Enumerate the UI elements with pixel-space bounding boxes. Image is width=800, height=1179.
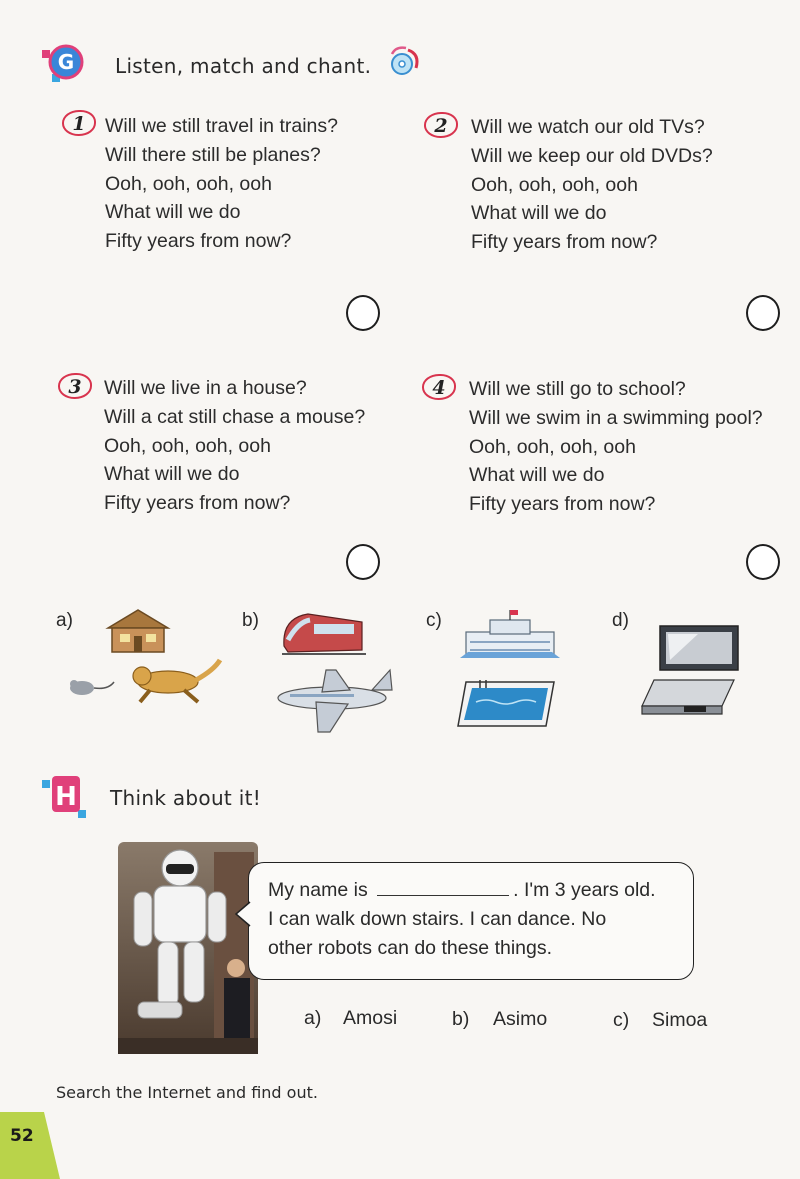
verse-4 [469, 375, 763, 519]
speech-text [268, 876, 656, 963]
speech-line1-before: My name is [268, 879, 368, 901]
section-g-title: Listen, match and chant. [115, 54, 372, 78]
option-a-label: a) [56, 610, 73, 631]
option-b-label: b) [242, 610, 259, 631]
section-g-badge-icon [40, 40, 86, 86]
swimming-pool-icon [456, 676, 556, 730]
answer-circle-4[interactable] [746, 544, 780, 580]
svg-text:G: G [57, 50, 75, 74]
cd-audio-icon [386, 44, 422, 78]
tv-icon [658, 624, 740, 672]
answer-circle-3[interactable] [346, 544, 380, 580]
train-icon [278, 608, 368, 656]
answer-b-text[interactable]: Asimo [493, 1008, 548, 1030]
verse-line: Fifty years from now? [105, 230, 292, 253]
verse-line: Will we live in a house? [104, 377, 307, 399]
section-h-title: Think about it! [110, 786, 262, 810]
verse-line: What will we do [469, 464, 605, 487]
verse-3 [104, 374, 365, 518]
verse-1-number: 1 [62, 110, 96, 136]
dvd-player-icon [640, 676, 736, 716]
verse-line: Will there still be planes? [105, 143, 321, 166]
verse-line: Ooh, ooh, ooh, ooh [471, 173, 638, 196]
speech-line1-after: . I'm 3 years old. [513, 879, 656, 901]
speech-line3: other robots can do these things. [268, 937, 553, 959]
footer-note: Search the Internet and find out. [56, 1083, 318, 1102]
school-icon [460, 610, 560, 660]
svg-text:H: H [55, 782, 77, 812]
verse-4-number: 4 [422, 374, 456, 400]
verse-2 [471, 113, 713, 257]
page-number: 52 [10, 1126, 34, 1146]
verse-line: Will we swim in a swimming pool? [469, 406, 763, 429]
option-d-label: d) [612, 610, 629, 631]
verse-line: Will a cat still chase a mouse? [104, 405, 366, 428]
verse-line: Ooh, ooh, ooh, ooh [469, 435, 636, 458]
answer-b-label: b) [452, 1008, 470, 1030]
robot-photo [118, 842, 258, 1054]
verse-line: Will we keep our old DVDs? [471, 144, 713, 167]
verse-2-number: 2 [424, 112, 458, 138]
answer-a-text[interactable]: Amosi [343, 1007, 398, 1029]
cat-chasing-mouse-icon [64, 652, 224, 708]
option-c-label: c) [426, 610, 442, 631]
house-icon [102, 606, 174, 654]
verse-line: Will we still travel in trains? [105, 115, 338, 137]
verse-line: Fifty years from now? [104, 492, 291, 515]
verse-3-number: 3 [58, 373, 92, 399]
verse-line: What will we do [471, 202, 607, 225]
answer-circle-1[interactable] [346, 295, 380, 331]
verse-line: Will we watch our old TVs? [471, 116, 705, 138]
verse-line: What will we do [104, 463, 240, 486]
section-h-badge-icon [40, 774, 90, 824]
verse-line: Will we still go to school? [469, 378, 686, 400]
verse-line: Fifty years from now? [469, 493, 656, 516]
answer-c-label: c) [613, 1009, 630, 1031]
verse-line: Fifty years from now? [471, 231, 658, 254]
verse-line: What will we do [105, 201, 241, 224]
speech-line2: I can walk down stairs. I can dance. No [268, 908, 607, 930]
verse-line: Ooh, ooh, ooh, ooh [104, 434, 271, 457]
name-blank-field[interactable] [377, 879, 509, 896]
answer-a-label: a) [304, 1007, 322, 1029]
verse-line: Ooh, ooh, ooh, ooh [105, 172, 272, 195]
speech-bubble-tail [234, 900, 254, 930]
airplane-icon [272, 660, 394, 736]
answer-c-text[interactable]: Simoa [652, 1009, 708, 1031]
verse-1 [105, 112, 338, 256]
answer-circle-2[interactable] [746, 295, 780, 331]
